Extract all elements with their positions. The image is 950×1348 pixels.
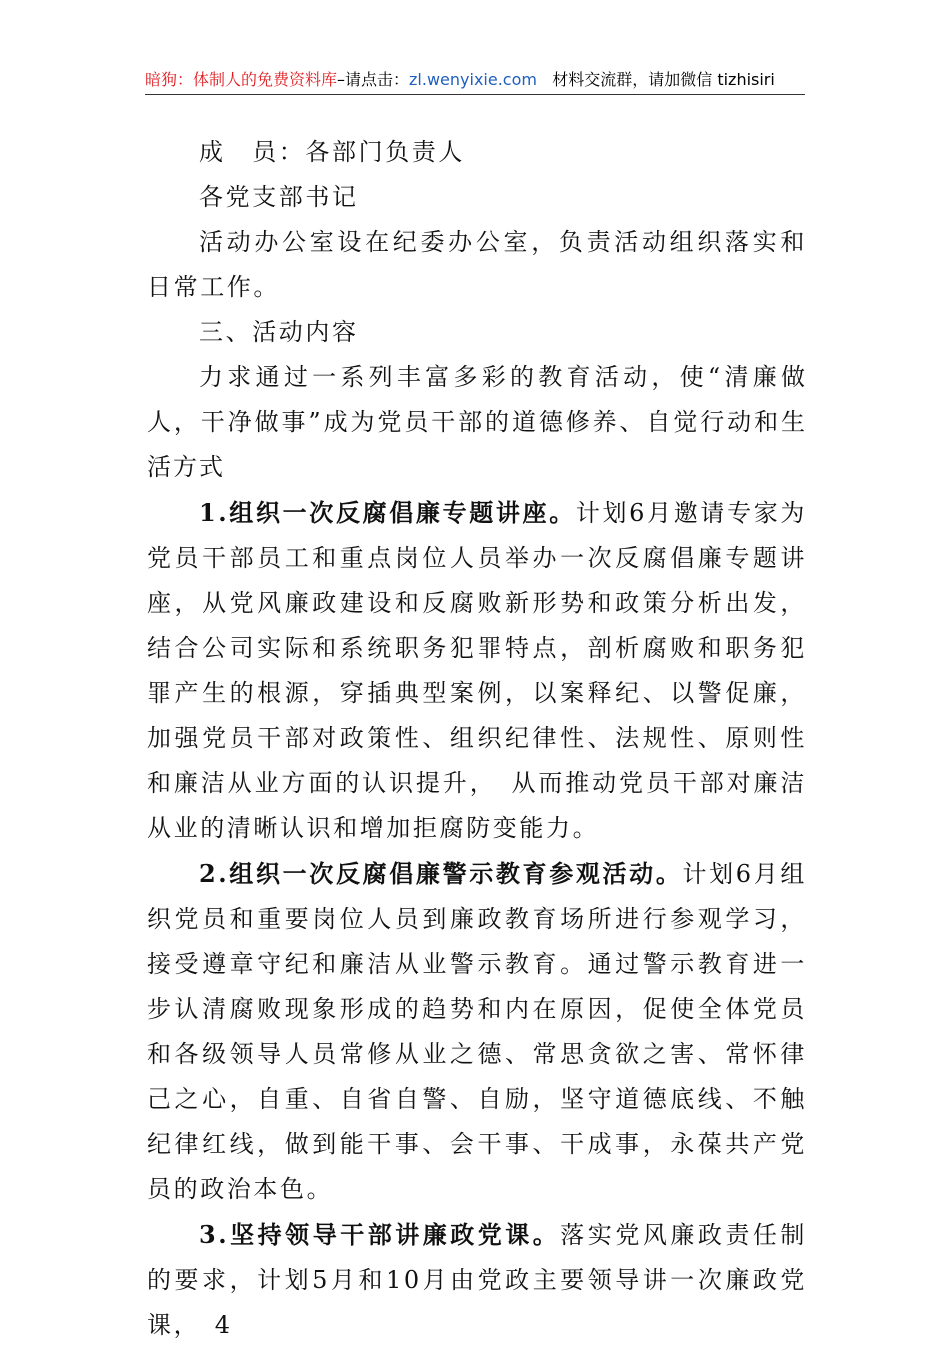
intro-paragraph: 力求通过一系列丰富多彩的教育活动，使“清廉做人，干净做事”成为党员干部的道德修养、自觉行动和生活方式	[147, 363, 807, 481]
document-body	[147, 130, 807, 1348]
section-heading: 三、活动内容	[199, 318, 359, 346]
secretaries-line: 各党支部书记	[199, 183, 359, 211]
item-3-title: 3.坚持领导干部讲廉政党课。	[199, 1220, 561, 1249]
item-1-title: 1.组织一次反腐倡廉专题讲座。	[199, 498, 576, 527]
item-2-paragraph	[147, 851, 807, 1212]
item-2-title: 2.组织一次反腐倡廉警示教育参观活动。	[199, 859, 683, 888]
item-1-text: 计划6月邀请专家为党员干部员工和重点岗位人员举办一次反腐倡廉专题讲座，从党风廉政建设和反腐败新形势和政策分析出发，结合公司实际和系统职务犯罪特点，剖析腐败和职务犯罪产生的根源，穿插典型案例，以案释纪、以警促廉，加强党员干部对政策性、组织纪律性、法规性、原则性和廉洁从业方面的认识提升， 从而推动党员干部对廉洁从业的清晰认识和增加拒腐防变能力。	[147, 499, 807, 842]
item-2-text: 计划6月组织党员和重要岗位人员到廉政教育场所进行参观学习，接受遵章守纪和廉洁从业警示教育。通过警示教育进一步认清腐败现象形成的趋势和内在原因，促使全体党员和各级领导人员常修从业之德、常思贪欲之害、常怀律己之心，自重、自省自警、自励，坚守道德底线、不触纪律红线，做到能干事、会干事、干成事，永葆共产党员的政治本色。	[147, 860, 807, 1203]
page-header	[145, 68, 805, 96]
site-link[interactable]: zl.wenyixie.com	[409, 70, 537, 89]
members-line: 成 员：各部门负责人	[199, 138, 465, 166]
wechat-note: 材料交流群，请加微信 tizhisiri	[552, 70, 775, 89]
header-divider	[145, 94, 805, 95]
click-hint: –请点击：	[337, 70, 410, 89]
item-3-text: 落实党风廉政责任制的要求，计划5月和10月由党政主要领导讲一次廉政党课， 4	[147, 1221, 807, 1339]
site-name: 暗狗：体制人的免费资料库	[145, 70, 338, 89]
office-paragraph: 活动办公室设在纪委办公室，负责活动组织落实和日常工作。	[147, 228, 807, 301]
item-1-paragraph	[147, 490, 807, 851]
item-3-paragraph	[147, 1212, 807, 1348]
